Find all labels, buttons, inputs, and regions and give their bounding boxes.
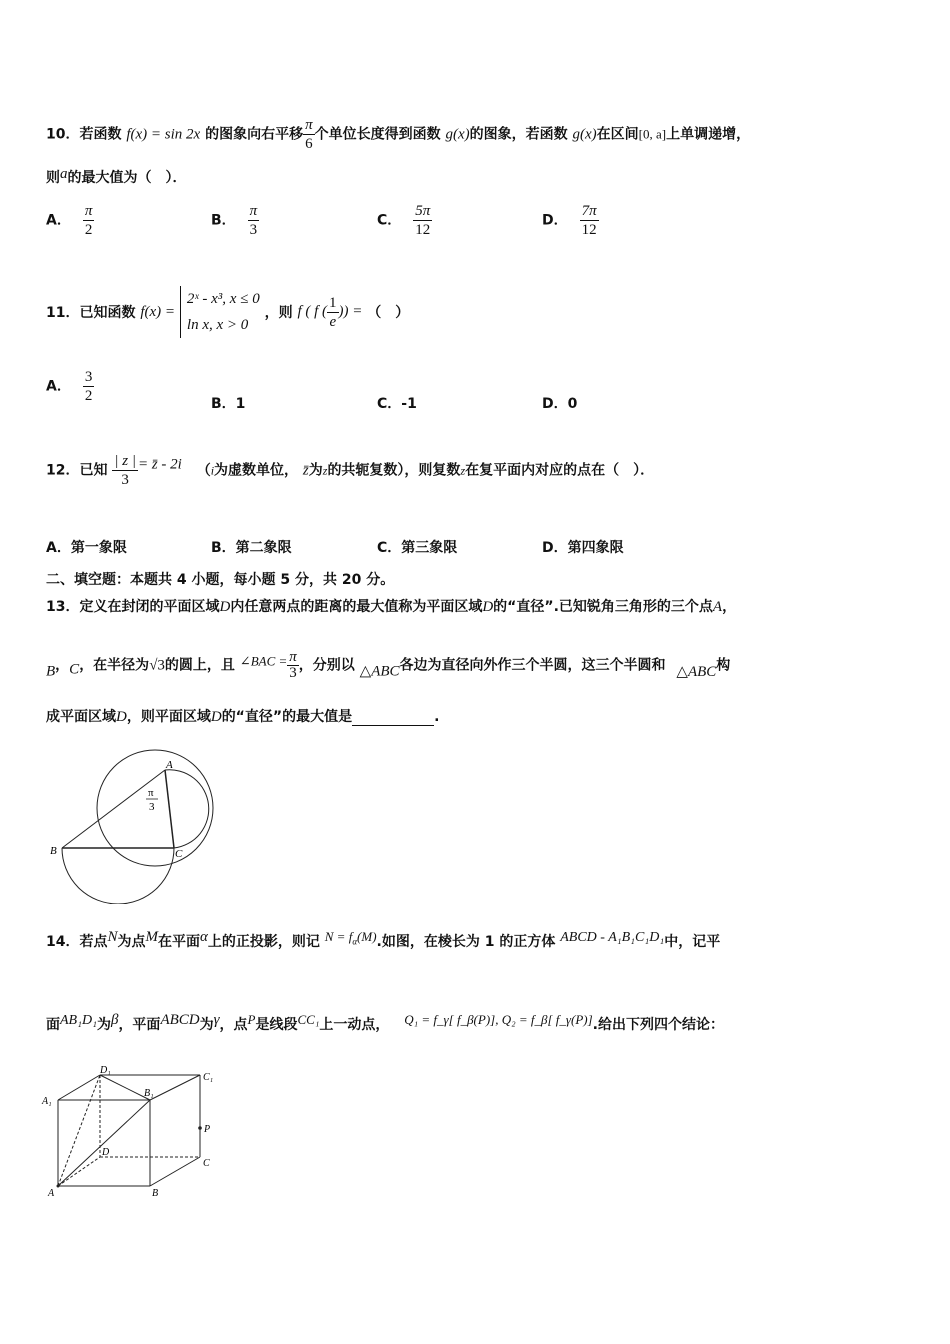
- q12-text: 已知: [79, 462, 108, 479]
- q10-option-b[interactable]: B． $\frac{\pi}{3}$: [211, 203, 258, 238]
- q11-option-c[interactable]: C．-1: [377, 396, 417, 412]
- q12-option-d[interactable]: D．第四象限: [542, 540, 624, 556]
- q13-line3: 成平面区域D，则平面区域D的“直径”的最大值是 .: [46, 709, 440, 725]
- q12-eq: = z̄ - 2i: [137, 456, 182, 473]
- q14-label-a1: A₁: [42, 1096, 52, 1107]
- q14-line2: 面AB₁D₁为β，平面ABCD为γ，点P是线段CC₁上一动点， Q₁ = f_γ[ f_β(P)], Q₂ = f_β[ f_γ(P)].给出下列四个结论：: [46, 1012, 724, 1033]
- q12-line: 12．已知 $\frac{| z |}{3}$ = z̄ - 2i （i为虚数单位， z̄为z的共轭复数），则复数z在复平面内对应的点在（ ）．: [46, 453, 655, 488]
- q13-number: 13．: [46, 599, 80, 615]
- q10-text: 的最大值为（ ）．: [67, 170, 187, 186]
- q10-text: 个单位长度得到函数: [314, 126, 441, 143]
- q14-label-c1: C₁: [203, 1072, 214, 1083]
- q11-option-d[interactable]: D．0: [542, 396, 578, 412]
- q11-expr: f ( f (: [297, 303, 328, 320]
- q13-sqrt3: √3: [149, 657, 165, 674]
- q10-number: 10．: [46, 126, 80, 143]
- q13-angle-num: π: [148, 787, 154, 799]
- section-heading: 二、填空题：本题共 4 小题，每小题 5 分，共 20 分。: [46, 572, 395, 588]
- q14-label-a: A: [48, 1188, 55, 1199]
- q10-a: a: [60, 166, 68, 182]
- q10-interval: [0, a]: [638, 126, 667, 142]
- q10-text: 则: [46, 170, 60, 186]
- q13-answer-blank[interactable]: [352, 711, 434, 726]
- q13-line1: 13．定义在封闭的平面区域D内任意两点的距离的最大值称为平面区域D的“直径”.已知锐角三角形的三个点A，: [46, 599, 737, 615]
- q14-cube: ABCD - A₁B₁C₁D₁: [560, 930, 665, 945]
- q13-angle-den: 3: [149, 801, 155, 813]
- q11-piecewise: 2ˣ - x³, x ≤ 0 ln x, x > 0: [180, 286, 260, 338]
- q11-text: 已知函数: [79, 305, 136, 321]
- q10-g: g(x): [445, 126, 470, 143]
- q10-line1: [46, 116, 750, 153]
- q11-text: ，则: [264, 305, 293, 321]
- q14-line1: 14．若点N为点M在平面α上的正投影，则记 $N = f_\alpha(M)$.如图，在棱长为 1 的正方体 ABCD - A₁B₁C₁D₁中，记平: [46, 929, 721, 950]
- q13-label-b: B: [50, 845, 57, 857]
- q10-text: 的图象向右平移: [205, 126, 304, 143]
- q12-option-b[interactable]: B．第二象限: [211, 540, 292, 556]
- q10-line2: [46, 166, 187, 187]
- q13-label-c: C: [175, 848, 183, 860]
- q14-label-c: C: [203, 1158, 210, 1169]
- q11-line: 11．已知函数 f(x) = 2ˣ - x³, x ≤ 0 ln x, x > 0 ，则 f ( f ( $\frac{1}{e}$ )) = （ ）: [46, 286, 409, 338]
- q13-label-a: A: [166, 759, 173, 771]
- q14-label-b1: B₁: [144, 1088, 154, 1099]
- q14-label-d1: D₁: [100, 1065, 111, 1076]
- q11-number: 11．: [46, 305, 80, 321]
- q10-function: f(x) = sin 2x: [126, 126, 201, 143]
- q14-label-b: B: [152, 1188, 159, 1199]
- q10-g2: g(x): [572, 126, 597, 143]
- q13-semicircle-bc: [62, 848, 174, 904]
- q11-text: （ ）: [367, 305, 410, 321]
- q10-option-a[interactable]: A． $\frac{\pi}{2}$: [46, 203, 93, 238]
- q10-text: 在区间: [596, 126, 639, 143]
- q10-text: 若函数: [79, 126, 122, 143]
- q10-text: 的图象，若函数: [469, 126, 568, 143]
- q13-side-ac: [165, 770, 174, 848]
- q14-q-definitions: Q₁ = f_γ[ f_β(P)], Q₂ = f_β[ f_γ(P)]: [404, 1012, 593, 1027]
- q14-number: 14．: [46, 934, 80, 950]
- q11-fx: f(x) =: [140, 303, 176, 320]
- q14-cube-figure: [40, 1062, 226, 1202]
- q12-fraction: $\frac{| z |}{3}$: [114, 453, 136, 488]
- q13-semicircle-ac: [165, 770, 209, 848]
- q10-text: 上单调递增，: [666, 126, 751, 143]
- q12-number: 12．: [46, 462, 80, 479]
- q14-projection: $N = f_\alpha(M)$: [324, 929, 377, 947]
- q13-figure: [44, 742, 214, 904]
- q11-option-b[interactable]: B．1: [211, 396, 246, 412]
- q12-option-a[interactable]: A．第一象限: [46, 540, 127, 556]
- q10-option-c[interactable]: C． $\frac{5\pi}{12}$: [377, 203, 431, 238]
- q13-line2: B，C，在半径为√3的圆上，且 ∠BAC = $\frac{\pi}{3}$ ，分别以 △ABC各边为直径向外作三个半圆，这三个半圆和 △ABC构: [46, 649, 731, 681]
- q14-label-p: P: [204, 1124, 211, 1135]
- q10-option-d[interactable]: D． $\frac{7\pi}{12}$: [542, 203, 597, 238]
- q11-option-a[interactable]: A． $\frac{3}{2}$: [46, 369, 93, 404]
- q10-shift-fraction: $\frac{\pi}{6}$: [305, 117, 313, 152]
- q12-option-c[interactable]: C．第三象限: [377, 540, 458, 556]
- q14-label-d: D: [102, 1147, 110, 1158]
